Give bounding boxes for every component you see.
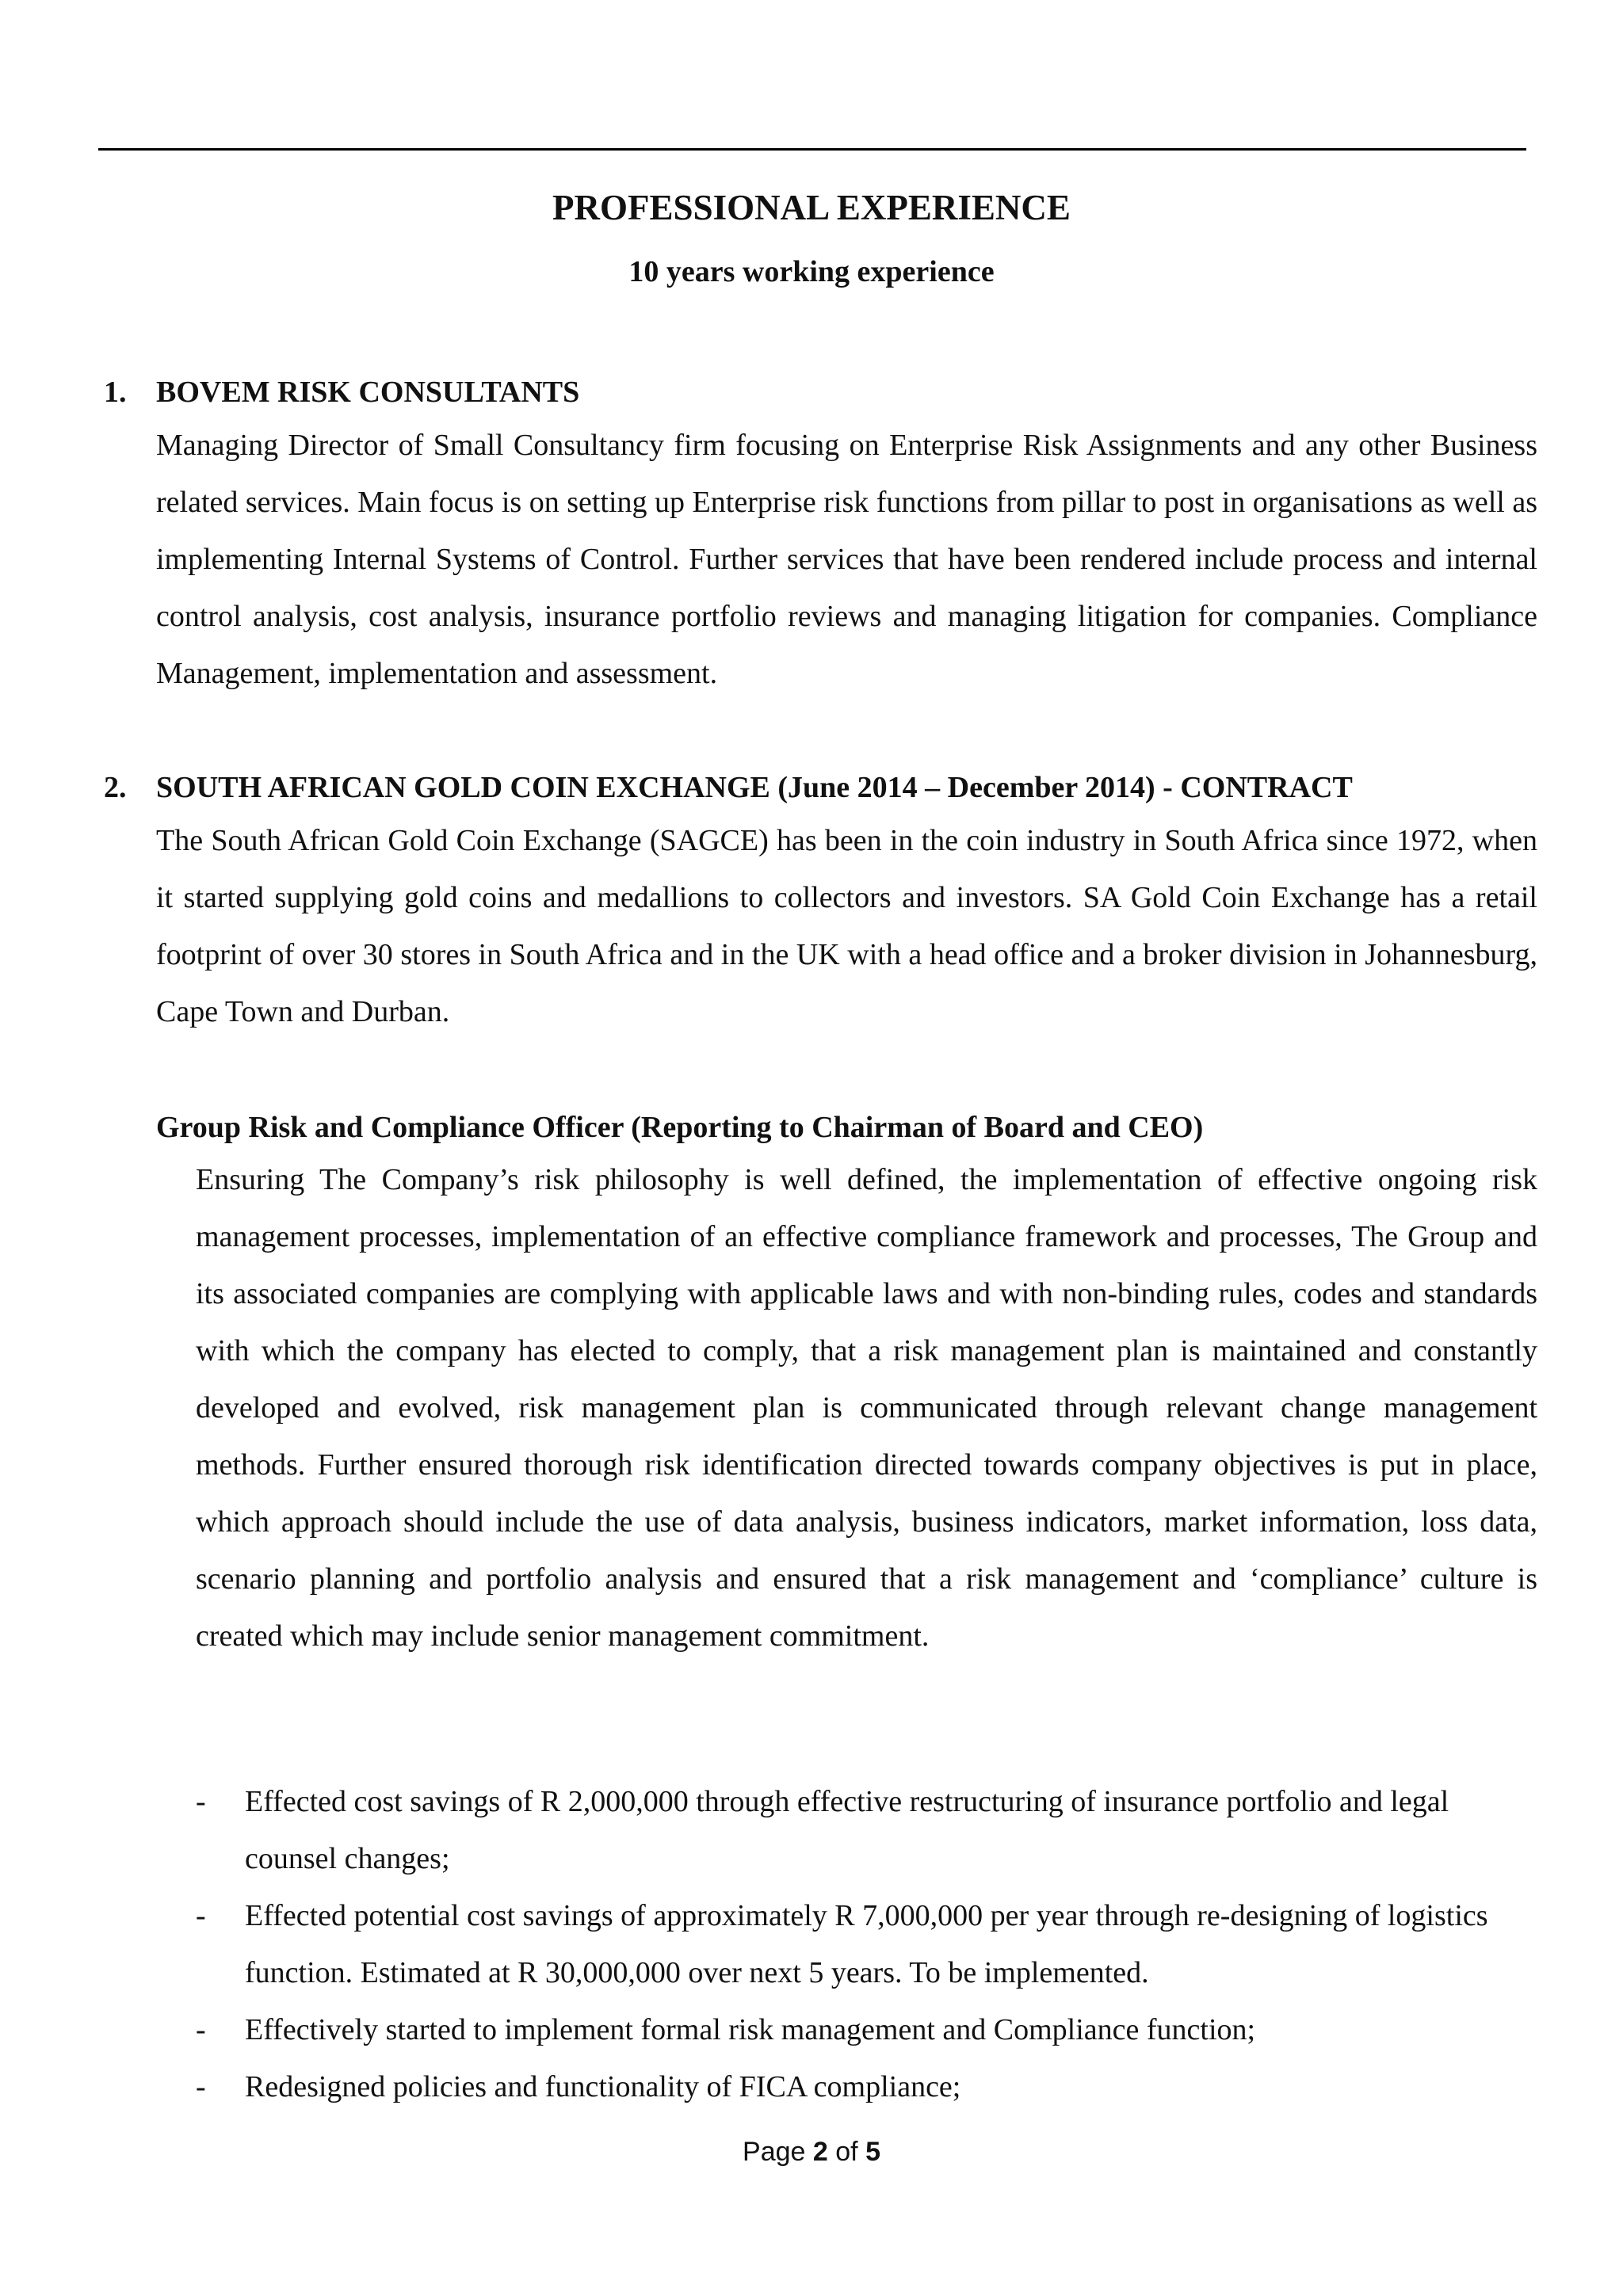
- experience-description-2: The South African Gold Coin Exchange (SAGCE) has been in the coin industry in South Africa since 1972, when it started supplying gold coins and medallions to collectors and investors. SA Gold Coin Exchange has a retail footprint of over 30 stores in South Africa and in the UK with a head office and a broker division in Johannesburg, Cape Town and Durban.: [156, 824, 1537, 1028]
- bullet-marker: -: [196, 2070, 206, 2103]
- experience-number: 2.: [104, 771, 127, 804]
- footer-of-word: of: [835, 2137, 858, 2167]
- role-title: Group Risk and Compliance Officer (Reporting to Chairman of Board and CEO): [156, 1111, 1204, 1144]
- footer-page-word: Page: [743, 2137, 806, 2167]
- list-item: [196, 2058, 1537, 2115]
- achievement-text: Effectively started to implement formal risk management and Compliance function;: [245, 2013, 1256, 2046]
- experience-number: 1.: [104, 376, 127, 409]
- footer-total-pages: 5: [865, 2137, 880, 2167]
- page-title: PROFESSIONAL EXPERIENCE: [552, 188, 1071, 227]
- list-item: [196, 1887, 1537, 2001]
- bullet-marker: -: [196, 1785, 206, 1818]
- list-item: [196, 2001, 1537, 2058]
- experience-company: BOVEM RISK CONSULTANTS: [156, 376, 580, 409]
- page-subtitle: 10 years working experience: [628, 255, 995, 288]
- experience-description-1: Managing Director of Small Consultancy firm focusing on Enterprise Risk Assignments and any other Business related services. Main focus is on setting up Enterprise risk functions from pillar to post in organisations as well as implementing Internal Systems of Control. Further services that have been rendered include process and internal control analysis, cost analysis, insurance portfolio reviews and managing litigation for companies. Compliance Management, implementation and assessment.: [156, 429, 1537, 690]
- achievement-text: Effected cost savings of R 2,000,000 through effective restructuring of insurance portfolio and legal counsel changes;: [245, 1785, 1449, 1875]
- page-footer: [0, 2134, 1623, 2169]
- achievement-text: Effected potential cost savings of approximately R 7,000,000 per year through re-designing of logistics function. Estimated at R 30,000,000 over next 5 years. To be implemented.: [245, 1899, 1488, 1989]
- header-rule: [98, 148, 1526, 151]
- experience-company: SOUTH AFRICAN GOLD COIN EXCHANGE (June 2014 – December 2014) - CONTRACT: [156, 771, 1353, 804]
- footer-current-page: 2: [812, 2137, 828, 2167]
- list-item: [196, 1773, 1537, 1887]
- bullet-marker: -: [196, 1899, 206, 1932]
- achievement-text: Redesigned policies and functionality of FICA compliance;: [245, 2070, 961, 2103]
- experience-heading-2: [104, 768, 1353, 807]
- role-description: Ensuring The Company’s risk philosophy is well defined, the implementation of effective ongoing risk management processes, implementation of an effective compliance framework and processes, The Group and its associated companies are complying with applicable laws and with non-binding rules, codes and standards with which the company has elected to comply, that a risk management plan is maintained and constantly developed and evolved, risk management plan is communicated through relevant change management methods. Further ensured thorough risk identification directed towards company objectives is put in place, which approach should include the use of data analysis, business indicators, market information, loss data, scenario planning and portfolio analysis and ensured that a risk management and ‘compliance’ culture is created which may include senior management commitment.: [196, 1163, 1537, 1653]
- experience-heading-1: [104, 372, 579, 412]
- bullet-marker: -: [196, 2013, 206, 2046]
- achievements-list: [196, 1773, 1537, 2115]
